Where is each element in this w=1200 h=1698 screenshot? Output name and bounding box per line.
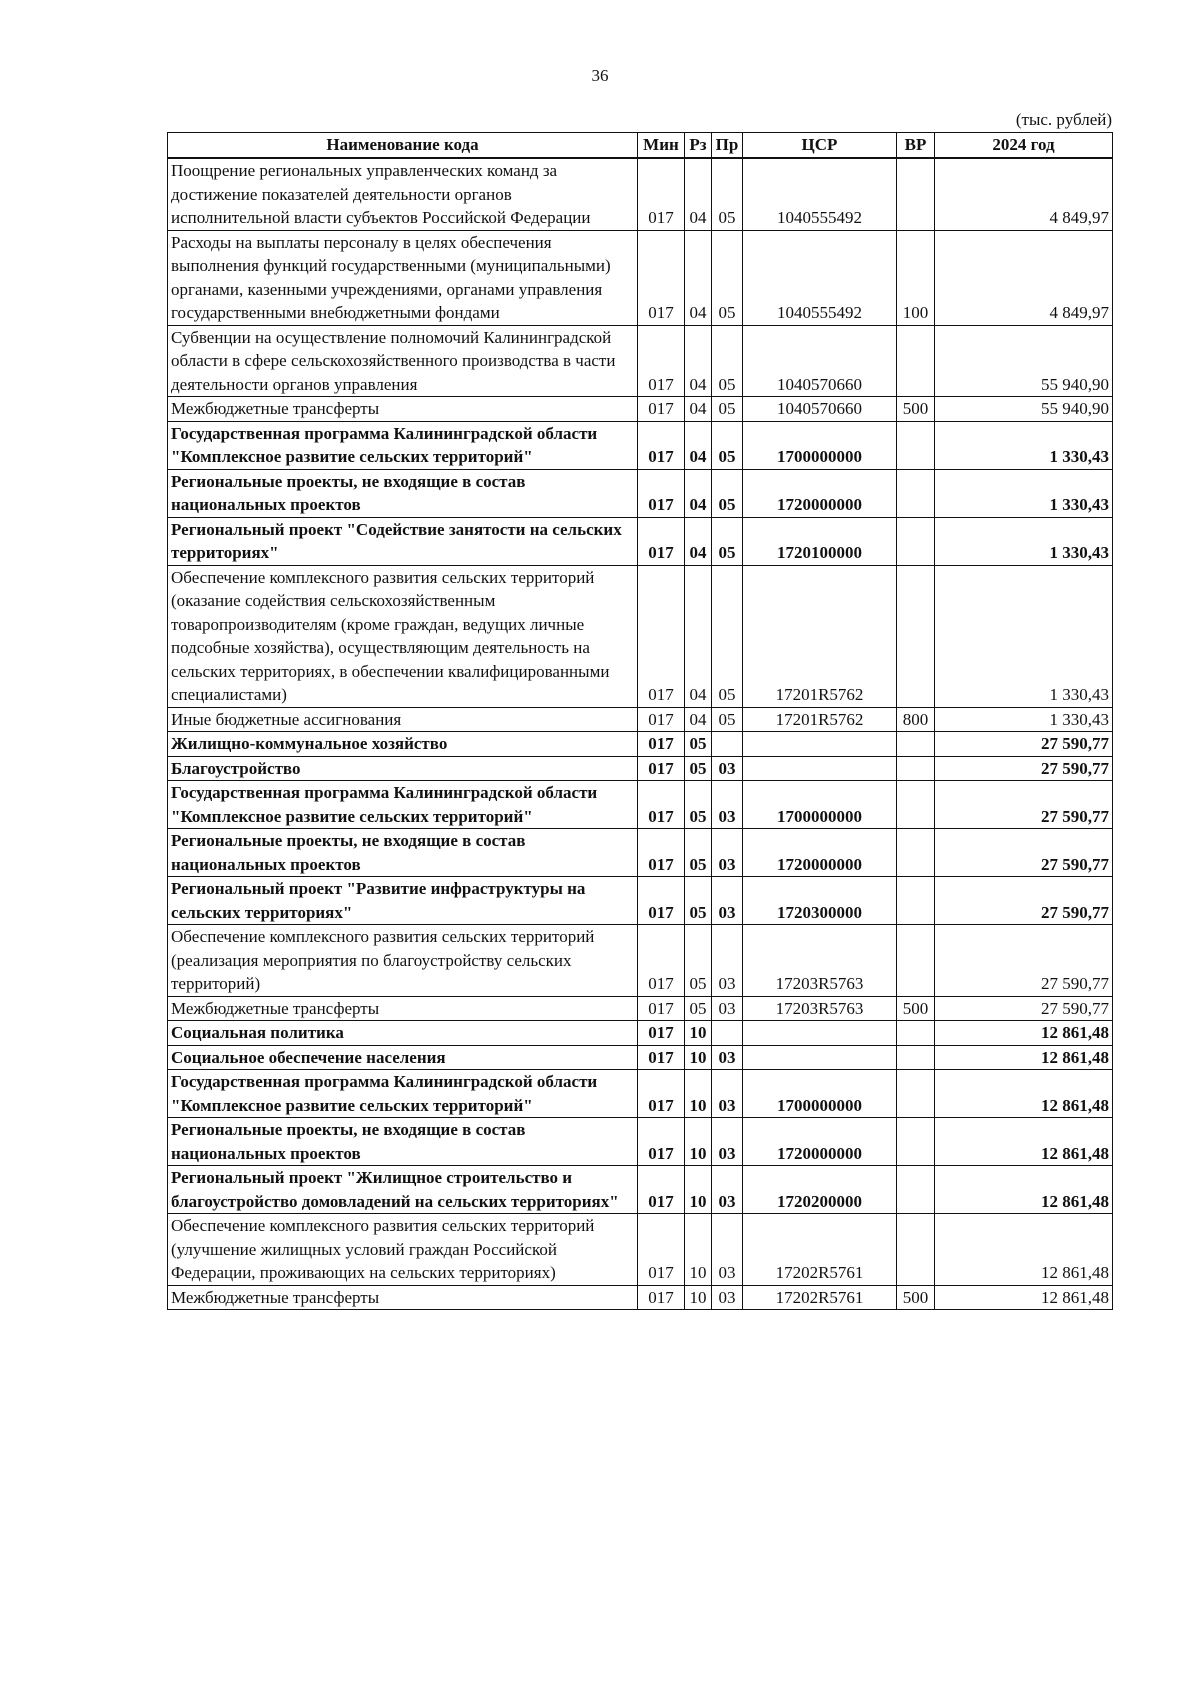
row-amount: 27 590,77: [935, 829, 1113, 877]
row-amount: 12 861,48: [935, 1045, 1113, 1070]
row-rz: 05: [685, 925, 712, 997]
row-min: 017: [638, 1118, 685, 1166]
row-pr: 05: [712, 158, 743, 230]
row-csr: 1720200000: [743, 1166, 897, 1214]
table-row: [168, 158, 1113, 230]
row-rz: 05: [685, 829, 712, 877]
row-amount: 1 330,43: [935, 517, 1113, 565]
row-amount: 55 940,90: [935, 325, 1113, 397]
row-amount: 12 861,48: [935, 1166, 1113, 1214]
row-min: 017: [638, 517, 685, 565]
row-min: 017: [638, 707, 685, 732]
row-vr: 100: [897, 230, 935, 325]
row-vr: [897, 1045, 935, 1070]
row-min: 017: [638, 925, 685, 997]
row-csr: [743, 1045, 897, 1070]
row-csr: 1040570660: [743, 397, 897, 422]
row-csr: 17201R5762: [743, 707, 897, 732]
row-pr: 03: [712, 877, 743, 925]
row-vr: [897, 781, 935, 829]
row-csr: 1700000000: [743, 1070, 897, 1118]
row-rz: 10: [685, 1285, 712, 1310]
row-amount: 12 861,48: [935, 1214, 1113, 1286]
row-csr: 1700000000: [743, 421, 897, 469]
row-pr: 03: [712, 996, 743, 1021]
row-vr: [897, 1214, 935, 1286]
row-name: Обеспечение комплексного развития сельских территорий (улучшение жилищных условий граждан Российской Федерации, проживающих на сельских территориях): [168, 1214, 638, 1286]
row-pr: 03: [712, 1045, 743, 1070]
row-vr: 800: [897, 707, 935, 732]
row-vr: [897, 877, 935, 925]
row-rz: 04: [685, 230, 712, 325]
header-min: Мин: [638, 133, 685, 159]
row-pr: 03: [712, 1285, 743, 1310]
row-name: Благоустройство: [168, 756, 638, 781]
row-amount: 55 940,90: [935, 397, 1113, 422]
table-row: [168, 707, 1113, 732]
page-number: 36: [591, 66, 609, 85]
row-name: Социальное обеспечение населения: [168, 1045, 638, 1070]
table-row: [168, 756, 1113, 781]
row-name: Межбюджетные трансферты: [168, 996, 638, 1021]
row-pr: 03: [712, 1166, 743, 1214]
row-vr: [897, 421, 935, 469]
table-row: [168, 1166, 1113, 1214]
row-name: Межбюджетные трансферты: [168, 1285, 638, 1310]
table-row: [168, 565, 1113, 707]
row-rz: 04: [685, 325, 712, 397]
row-min: 017: [638, 1214, 685, 1286]
table-row: [168, 1070, 1113, 1118]
header-rz: Рз: [685, 133, 712, 159]
row-min: 017: [638, 732, 685, 757]
row-amount: 1 330,43: [935, 565, 1113, 707]
row-rz: 04: [685, 707, 712, 732]
row-amount: 12 861,48: [935, 1285, 1113, 1310]
row-amount: 1 330,43: [935, 421, 1113, 469]
row-min: 017: [638, 829, 685, 877]
table-row: [168, 517, 1113, 565]
row-amount: 12 861,48: [935, 1118, 1113, 1166]
row-rz: 05: [685, 732, 712, 757]
table-row: [168, 1214, 1113, 1286]
table-row: [168, 1045, 1113, 1070]
row-rz: 10: [685, 1070, 712, 1118]
table-row: [168, 829, 1113, 877]
row-pr: 03: [712, 1118, 743, 1166]
row-csr: 1040570660: [743, 325, 897, 397]
row-rz: 05: [685, 781, 712, 829]
row-name: Обеспечение комплексного развития сельских территорий (реализация мероприятия по благоустройству сельских территорий): [168, 925, 638, 997]
table-row: [168, 1285, 1113, 1310]
row-name: Поощрение региональных управленческих команд за достижение показателей деятельности органов исполнительной власти субъектов Российской Федерации: [168, 158, 638, 230]
row-rz: 04: [685, 517, 712, 565]
row-vr: 500: [897, 397, 935, 422]
row-name: Субвенции на осуществление полномочий Калининградской области в сфере сельскохозяйственного производства в части деятельности органов управления: [168, 325, 638, 397]
row-pr: 03: [712, 1214, 743, 1286]
row-name: Региональные проекты, не входящие в состав национальных проектов: [168, 1118, 638, 1166]
row-vr: [897, 158, 935, 230]
row-rz: 04: [685, 421, 712, 469]
row-vr: [897, 756, 935, 781]
row-rz: 04: [685, 565, 712, 707]
row-rz: 04: [685, 158, 712, 230]
row-pr: 05: [712, 707, 743, 732]
row-csr: [743, 756, 897, 781]
row-rz: 10: [685, 1214, 712, 1286]
row-rz: 10: [685, 1021, 712, 1046]
row-rz: 10: [685, 1118, 712, 1166]
row-pr: 03: [712, 829, 743, 877]
row-amount: 1 330,43: [935, 707, 1113, 732]
row-rz: 04: [685, 397, 712, 422]
row-csr: 1720000000: [743, 829, 897, 877]
row-min: 017: [638, 1045, 685, 1070]
row-name: Межбюджетные трансферты: [168, 397, 638, 422]
table-row: [168, 996, 1113, 1021]
row-name: Расходы на выплаты персоналу в целях обеспечения выполнения функций государственными (муниципальными) органами, казенными учреждениями, органами управления государственными внебюджетными фондами: [168, 230, 638, 325]
table-row: [168, 397, 1113, 422]
row-pr: 05: [712, 397, 743, 422]
row-pr: 05: [712, 325, 743, 397]
row-min: 017: [638, 877, 685, 925]
row-vr: [897, 1070, 935, 1118]
row-amount: 27 590,77: [935, 996, 1113, 1021]
row-vr: [897, 517, 935, 565]
row-name: Региональный проект "Жилищное строительство и благоустройство домовладений на сельских территориях": [168, 1166, 638, 1214]
row-amount: 27 590,77: [935, 732, 1113, 757]
row-pr: 03: [712, 781, 743, 829]
row-min: 017: [638, 565, 685, 707]
row-rz: 04: [685, 469, 712, 517]
row-amount: 12 861,48: [935, 1021, 1113, 1046]
row-name: Государственная программа Калининградской области "Комплексное развитие сельских территорий": [168, 421, 638, 469]
row-amount: 27 590,77: [935, 781, 1113, 829]
table-row: [168, 1021, 1113, 1046]
row-name: Жилищно-коммунальное хозяйство: [168, 732, 638, 757]
table-row: [168, 325, 1113, 397]
units-label: (тыс. рублей): [1015, 110, 1112, 129]
row-csr: 1700000000: [743, 781, 897, 829]
row-pr: 05: [712, 565, 743, 707]
row-amount: 12 861,48: [935, 1070, 1113, 1118]
row-vr: [897, 829, 935, 877]
row-name: Государственная программа Калининградской области "Комплексное развитие сельских территорий": [168, 1070, 638, 1118]
row-pr: [712, 732, 743, 757]
row-min: 017: [638, 781, 685, 829]
table-row: [168, 1118, 1113, 1166]
row-vr: 500: [897, 1285, 935, 1310]
header-pr: Пр: [712, 133, 743, 159]
table-row: [168, 469, 1113, 517]
row-min: 017: [638, 325, 685, 397]
budget-table: [167, 132, 1113, 1310]
row-amount: 4 849,97: [935, 158, 1113, 230]
row-pr: 03: [712, 756, 743, 781]
row-vr: [897, 1118, 935, 1166]
row-csr: 1720000000: [743, 1118, 897, 1166]
row-min: 017: [638, 996, 685, 1021]
row-csr: 1040555492: [743, 230, 897, 325]
row-csr: 17202R5761: [743, 1214, 897, 1286]
row-csr: 1720100000: [743, 517, 897, 565]
row-min: 017: [638, 421, 685, 469]
table-row: [168, 230, 1113, 325]
row-vr: 500: [897, 996, 935, 1021]
row-name: Государственная программа Калининградской области "Комплексное развитие сельских территорий": [168, 781, 638, 829]
row-min: 017: [638, 1021, 685, 1046]
table-row: [168, 421, 1113, 469]
row-name: Социальная политика: [168, 1021, 638, 1046]
table-row: [168, 732, 1113, 757]
table-header-row: [168, 133, 1113, 159]
row-amount: 1 330,43: [935, 469, 1113, 517]
row-name: Региональный проект "Развитие инфраструктуры на сельских территориях": [168, 877, 638, 925]
row-name: Иные бюджетные ассигнования: [168, 707, 638, 732]
row-vr: [897, 1021, 935, 1046]
header-vr: ВР: [897, 133, 935, 159]
row-csr: 1040555492: [743, 158, 897, 230]
row-vr: [897, 732, 935, 757]
row-min: 017: [638, 756, 685, 781]
row-vr: [897, 565, 935, 707]
row-amount: 27 590,77: [935, 925, 1113, 997]
row-pr: 03: [712, 1070, 743, 1118]
row-pr: 05: [712, 421, 743, 469]
row-vr: [897, 325, 935, 397]
row-name: Региональный проект "Содействие занятости на сельских территориях": [168, 517, 638, 565]
row-csr: 1720300000: [743, 877, 897, 925]
row-name: Региональные проекты, не входящие в состав национальных проектов: [168, 829, 638, 877]
row-rz: 10: [685, 1045, 712, 1070]
row-name: Региональные проекты, не входящие в состав национальных проектов: [168, 469, 638, 517]
row-csr: 17203R5763: [743, 925, 897, 997]
row-min: 017: [638, 230, 685, 325]
row-min: 017: [638, 1166, 685, 1214]
row-min: 017: [638, 397, 685, 422]
row-vr: [897, 925, 935, 997]
row-csr: [743, 1021, 897, 1046]
row-rz: 05: [685, 996, 712, 1021]
header-csr: ЦСР: [743, 133, 897, 159]
row-amount: 4 849,97: [935, 230, 1113, 325]
row-csr: 17203R5763: [743, 996, 897, 1021]
row-pr: 05: [712, 230, 743, 325]
table-row: [168, 781, 1113, 829]
row-pr: [712, 1021, 743, 1046]
row-min: 017: [638, 158, 685, 230]
table-row: [168, 877, 1113, 925]
row-min: 017: [638, 1285, 685, 1310]
row-vr: [897, 469, 935, 517]
row-name: Обеспечение комплексного развития сельских территорий (оказание содействия сельскохозяйственным товаропроизводителям (кроме граждан, ведущих личные подсобные хозяйства), осуществляющим деятельность на сельских территориях, в обеспечении квалифицированными специалистами): [168, 565, 638, 707]
row-pr: 03: [712, 925, 743, 997]
row-rz: 05: [685, 877, 712, 925]
row-csr: 17202R5761: [743, 1285, 897, 1310]
row-rz: 10: [685, 1166, 712, 1214]
row-pr: 05: [712, 517, 743, 565]
row-pr: 05: [712, 469, 743, 517]
row-vr: [897, 1166, 935, 1214]
row-csr: 17201R5762: [743, 565, 897, 707]
header-name: Наименование кода: [168, 133, 638, 159]
table-row: [168, 925, 1113, 997]
row-rz: 05: [685, 756, 712, 781]
row-min: 017: [638, 469, 685, 517]
row-csr: [743, 732, 897, 757]
header-year: 2024 год: [935, 133, 1113, 159]
row-amount: 27 590,77: [935, 877, 1113, 925]
row-amount: 27 590,77: [935, 756, 1113, 781]
row-csr: 1720000000: [743, 469, 897, 517]
row-min: 017: [638, 1070, 685, 1118]
